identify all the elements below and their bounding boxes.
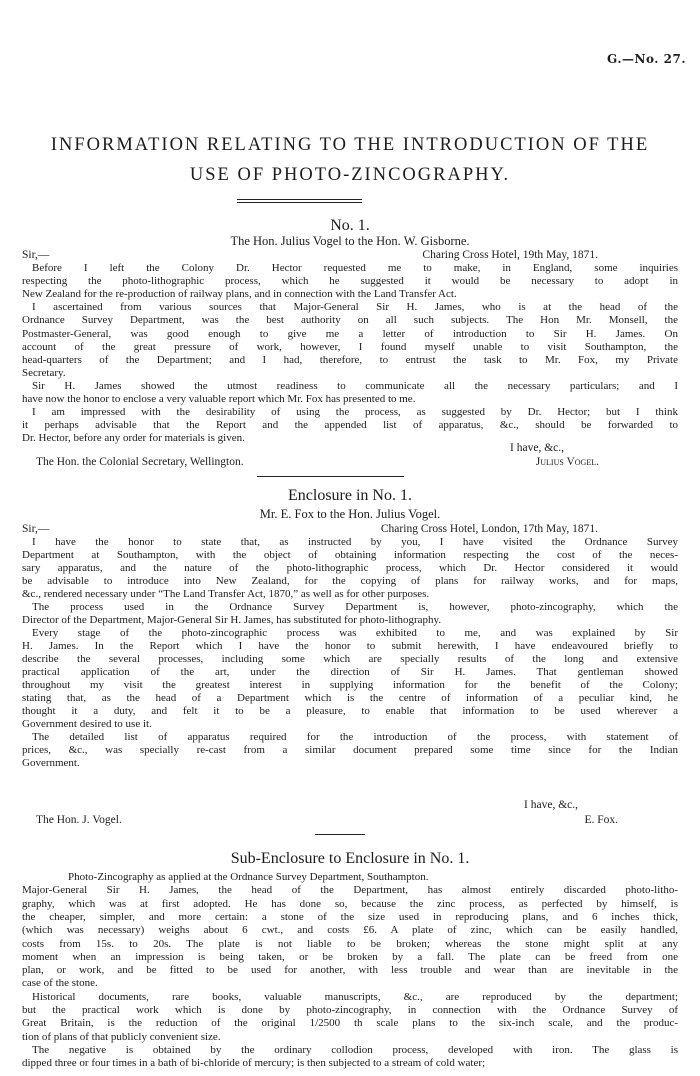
body-text-line: respecting the photo-lithographic process, which he suggested it would be necessary to adopt in xyxy=(22,275,678,288)
body-text-line: sary apparatus, and the nature of the photo-lithographic process, which Dr. Hector considered it would xyxy=(22,562,678,574)
body-text-line: New Zealand for the re-production of railway plans, and in connection with the Land Transfer Act. xyxy=(22,288,457,301)
letter-salutation: Sir,— xyxy=(22,249,50,261)
body-text-line: I am impressed with the desirability of using the process, as suggested by Dr. Hector; but I think xyxy=(32,406,678,419)
body-text-line: throughout my visit the greatest interest in supplying information for the benefit of the Colony; xyxy=(22,679,678,691)
body-text-line: but the practical work which is done by photo-zincography, in connection with the Ordnance Survey of xyxy=(22,1004,678,1016)
body-text-line: Postmaster-General, was good enough to give me a letter of introduction to Sir H. James. On xyxy=(22,327,678,340)
body-text-line: Government. xyxy=(22,757,80,769)
letter-addressee: The Hon. the Colonial Secretary, Wellington. xyxy=(36,456,244,468)
body-text-line: case of the stone. xyxy=(22,977,98,990)
enclosure-heading: Enclosure in No. 1. xyxy=(288,487,412,504)
body-text-line: H. James. In the Report which I have the honor to submit herewith, I have endeavoured briefly to xyxy=(22,640,678,652)
document-title-line-1: INFORMATION RELATING TO THE INTRODUCTION OF THE xyxy=(50,135,650,155)
body-text-line: tion of plans of that publicly convenient size. xyxy=(22,1030,221,1043)
body-text-line: The negative is obtained by the ordinary collodion process, developed with iron. The glass is xyxy=(32,1043,678,1056)
body-text-line: the cheaper, simpler, and more certain: a stone of the size used in reproducing plans, and 6 inches thick, xyxy=(22,910,678,923)
enclosure-salutation: Sir,— xyxy=(22,523,50,535)
enclosure-closing: I have, &c., xyxy=(524,799,578,811)
body-text-line: head-quarters of the Department; and I had, therefore, to entrust the task to Mr. Fox, my Private xyxy=(22,353,678,366)
body-text-line: thought it a duty, and felt it to be a pleasure, to enable that information to be used wherever a xyxy=(22,705,678,717)
body-text-line: Historical documents, rare books, valuable manuscripts, &c., are reproduced by the department; xyxy=(32,990,678,1003)
body-text-line: prices, &c., was specially re-cast from a similar document prepared some time since for the Indian xyxy=(22,744,678,756)
body-text-line: The detailed list of apparatus required for the introduction of the process, with statement of xyxy=(32,731,678,743)
enclosure-addressee: The Hon. J. Vogel. xyxy=(36,814,122,826)
body-text-line: be advisable to introduce into New Zealand, for the copying of plans for railway works, and for maps, xyxy=(22,575,678,587)
page-reference: G.—No. 27. xyxy=(607,52,686,66)
section-divider xyxy=(257,476,404,477)
body-text-line: describe the several processes, including some which are specially results of the long and extensive xyxy=(22,653,678,665)
body-text-line: Great Britain, is the reduction of the original 1/2500 th scale plans to the six-inch scale, and the produc- xyxy=(22,1017,678,1030)
body-text-line: stating that, as the head of a Department which is the centre of information of a peculiar kind, he xyxy=(22,692,678,704)
sub-enclosure-heading: Sub-Enclosure to Enclosure in No. 1. xyxy=(230,850,470,867)
body-text-line: costs from 15s. to 20s. The plate is not liable to be broken; whereas the stone might split at any xyxy=(22,937,678,950)
body-text-line: &c., rendered necessary under “The Land Transfer Act, 1870,” as well as for other purposes. xyxy=(22,588,430,600)
enclosure-signature: E. Fox. xyxy=(584,814,618,826)
body-text-line: practical application of the art, under the direction of Sir H. James. That gentleman showed xyxy=(22,666,678,678)
body-text-line: (which was necessary) weighs about 6 cwt., and costs £6. A plate of zinc, which can be easily handled, xyxy=(22,924,678,937)
letter-closing: I have, &c., xyxy=(510,442,564,454)
body-text-line: Government desired to use it. xyxy=(22,718,152,730)
title-divider xyxy=(237,199,362,203)
body-text-line: graphy, which was at first adopted. He has done so, because the zinc process, as perfected by himself, is xyxy=(22,897,678,910)
letter-heading: No. 1. xyxy=(330,217,370,234)
document-title-line-2: USE OF PHOTO-ZINCOGRAPHY. xyxy=(189,165,511,185)
section-divider-short xyxy=(315,834,365,835)
body-text-line: I ascertained from various sources that Major-General Sir H. James, who is at the head of the xyxy=(32,301,678,314)
enclosure-place-date: Charing Cross Hotel, London, 17th May, 1871. xyxy=(380,523,598,535)
body-text-line: I have the honor to state that, as instructed by you, I have visited the Ordnance Survey xyxy=(32,536,678,548)
body-text-line: dipped three or four times in a bath of bi-chloride of mercury; is then subjected to a stream of cold water; xyxy=(22,1057,486,1070)
body-text-line: account of the great pressure of work, however, I found myself unable to visit Southampton, the xyxy=(22,340,678,353)
body-text-line: Dr. Hector, before any order for materials is given. xyxy=(22,432,245,445)
body-text-line: Sir H. James showed the utmost readiness to communicate all the necessary particulars; and I xyxy=(32,379,678,392)
body-text-line: Every stage of the photo-zincographic process was exhibited to me, and was explained by Sir xyxy=(32,627,678,639)
letter-signature: Julius Vogel. xyxy=(535,456,599,468)
body-text-line: Secretary. xyxy=(22,366,66,379)
body-text-line: Before I left the Colony Dr. Hector requested me to make, in England, some inquiries xyxy=(32,262,678,274)
body-text-line: plan, or work, and be fitted to be used for another, with less trouble and wear than are inevitable in the xyxy=(22,964,678,977)
body-text-line: Photo-Zincography as applied at the Ordnance Survey Department, Southampton. xyxy=(68,871,429,883)
body-text-line: Ordnance Survey Department, was the best authority on all such subjects. The Hon Mr. Monsell, the xyxy=(22,314,678,327)
body-text-line: Director of the Department, Major-General Sir H. James, has substituted for photo-lithography. xyxy=(22,614,442,626)
body-text-line: Major-General Sir H. James, the head of the Department, has almost entirely discarded photo-litho- xyxy=(22,884,678,897)
letter-subheading: The Hon. Julius Vogel to the Hon. W. Gisborne. xyxy=(230,234,470,248)
body-text-line: have now the honor to enclose a very valuable report which Mr. Fox has presented to me. xyxy=(22,393,416,405)
body-text-line: it perhaps advisable that the Report and the appended list of apparatus, &c., should be forwarded to xyxy=(22,419,678,432)
body-text-line: moment when an impression is being taken, or be broken by a fall. The plate can be freed from one xyxy=(22,950,678,963)
letter-place-date: Charing Cross Hotel, 19th May, 1871. xyxy=(422,249,598,261)
body-text-line: The process used in the Ordnance Survey Department is, however, photo-zincography, which the xyxy=(32,601,678,613)
enclosure-subheading: Mr. E. Fox to the Hon. Julius Vogel. xyxy=(259,507,441,521)
body-text-line: Department at Southampton, with the object of obtaining information respecting the cost of the neces- xyxy=(22,549,678,561)
